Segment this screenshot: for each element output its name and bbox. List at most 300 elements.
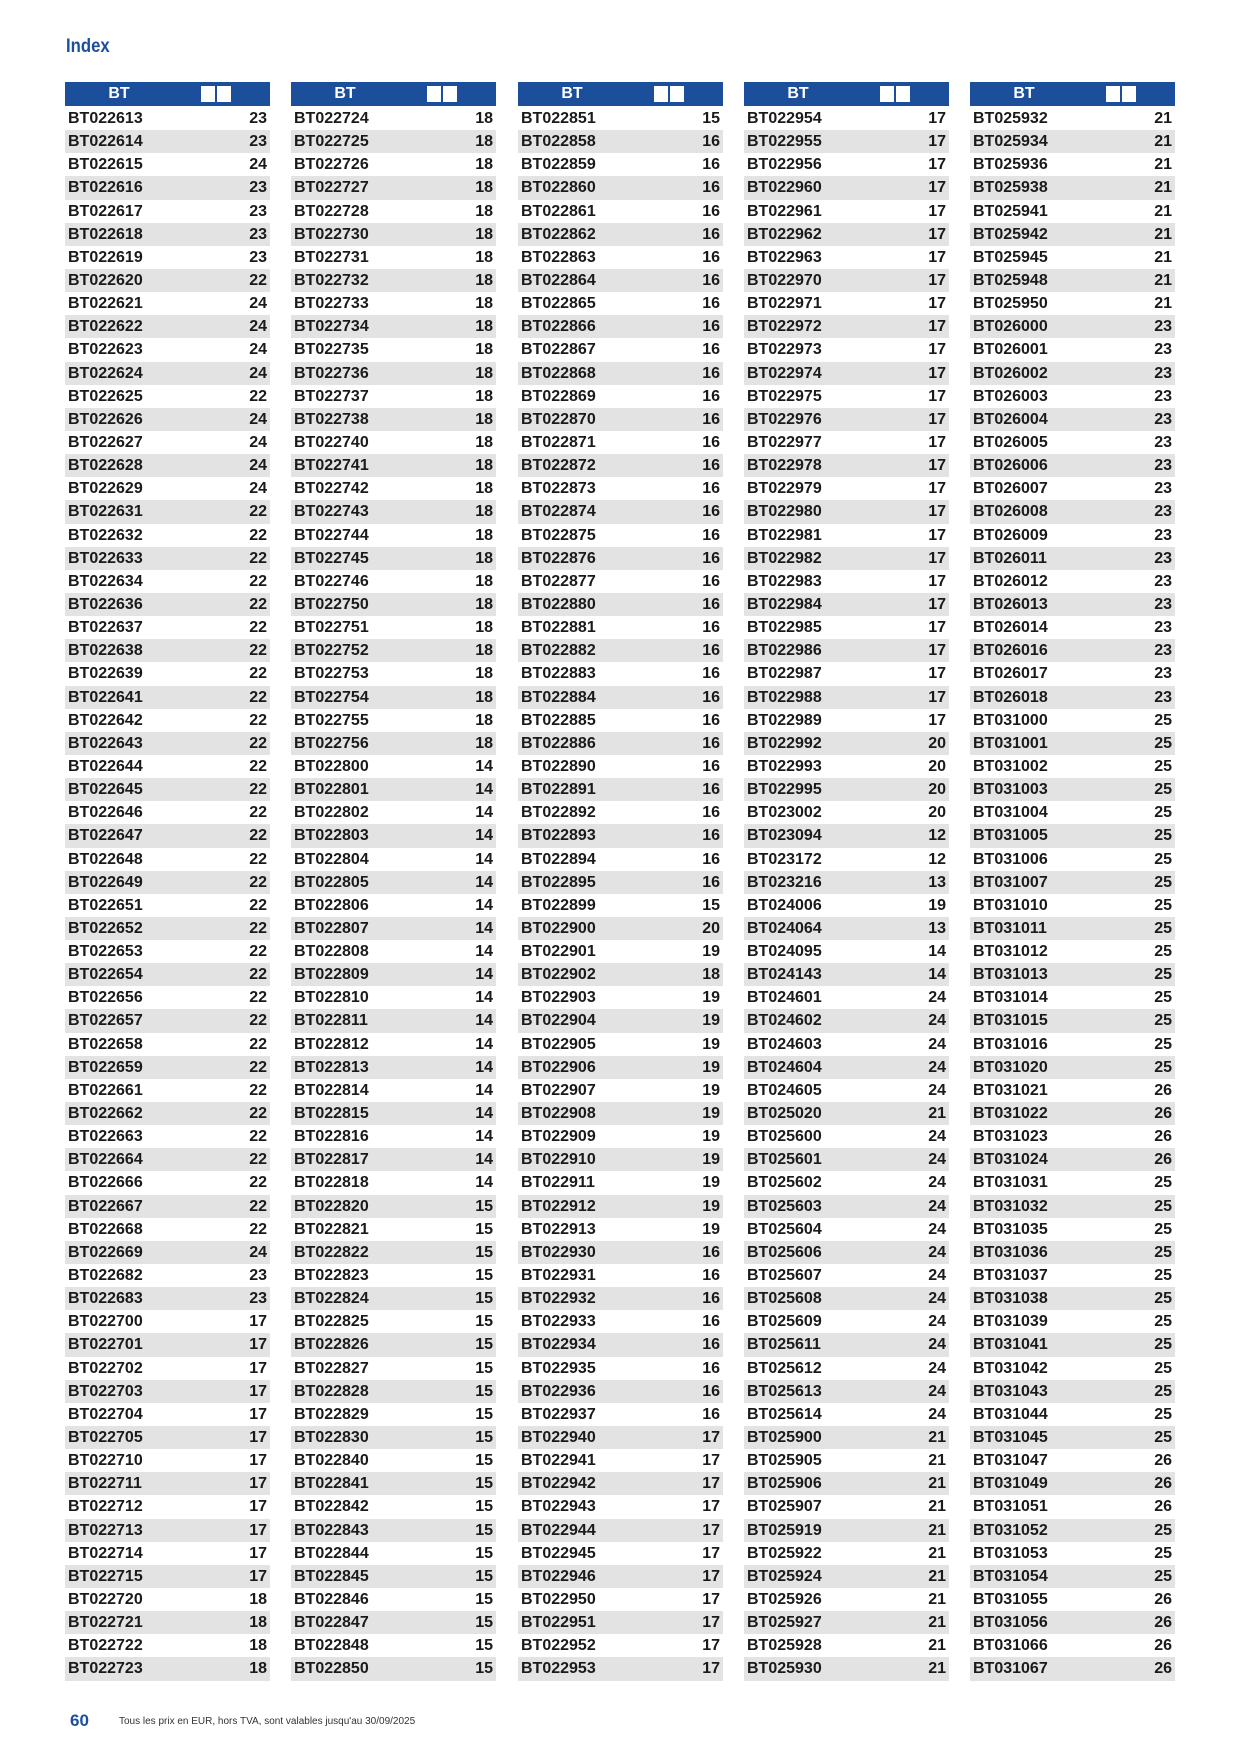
page-ref: 16: [702, 503, 720, 521]
table-row: [65, 431, 270, 454]
table-row: [970, 500, 1175, 523]
page-ref: 15: [702, 110, 720, 127]
article-code: BT022726: [294, 156, 369, 174]
page-ref: 15: [475, 1591, 493, 1608]
page-ref: 24: [928, 1359, 946, 1377]
table-row: [291, 871, 496, 894]
page-ref: 15: [475, 1197, 493, 1215]
table-row: [970, 732, 1175, 755]
article-code: BT022961: [747, 202, 822, 220]
article-code: BT022641: [68, 688, 143, 706]
article-code: BT031055: [973, 1591, 1048, 1608]
page-ref: 24: [928, 1405, 946, 1423]
article-code: BT022618: [68, 225, 143, 243]
article-code: BT022979: [747, 480, 822, 498]
article-code: BT022617: [68, 202, 143, 220]
table-row: [518, 500, 723, 523]
article-code: BT022912: [521, 1197, 596, 1215]
page-ref: 21: [1154, 156, 1172, 174]
article-code: BT022653: [68, 943, 143, 961]
article-code: BT022715: [68, 1567, 143, 1585]
table-row: [970, 223, 1175, 246]
page-ref: 14: [475, 804, 493, 822]
page-ref: 25: [1154, 1382, 1172, 1400]
page-ref: 22: [249, 387, 267, 405]
table-row: [291, 362, 496, 385]
table-row: [65, 200, 270, 223]
page-ref: 24: [928, 1128, 946, 1146]
table-row: [291, 153, 496, 176]
page-ref: 23: [249, 179, 267, 197]
page-ref: 16: [702, 688, 720, 706]
article-code: BT022869: [521, 387, 596, 405]
table-row: [518, 431, 723, 454]
page-ref: 23: [1154, 619, 1172, 637]
article-code: BT022658: [68, 1035, 143, 1053]
page-ref: 22: [249, 919, 267, 937]
table-row: [65, 1495, 270, 1518]
article-code: BT022859: [521, 156, 596, 174]
table-row: [744, 593, 949, 616]
page-ref: 19: [702, 1197, 720, 1215]
table-row: [970, 593, 1175, 616]
page-ref: 14: [475, 757, 493, 775]
table-row: [518, 709, 723, 732]
table-row: [744, 1588, 949, 1611]
table-row: [518, 1033, 723, 1056]
article-code: BT025613: [747, 1382, 822, 1400]
page-ref: 18: [475, 133, 493, 151]
table-row: [970, 107, 1175, 130]
article-code: BT024095: [747, 943, 822, 961]
page-ref: 16: [702, 1243, 720, 1261]
table-row: [744, 315, 949, 338]
table-row: [291, 686, 496, 709]
table-row: [744, 709, 949, 732]
article-code: BT022614: [68, 133, 143, 151]
page-ref: 22: [249, 1128, 267, 1146]
page-ref: 17: [928, 503, 946, 521]
article-code: BT022636: [68, 595, 143, 613]
page-ref: 22: [249, 989, 267, 1007]
page-ref: 18: [249, 1591, 267, 1608]
article-code: BT025604: [747, 1220, 822, 1238]
article-code: BT022754: [294, 688, 369, 706]
page-ref: 21: [1154, 225, 1172, 243]
page-ref: 12: [928, 827, 946, 845]
page-ref: 17: [928, 295, 946, 313]
article-code: BT022683: [68, 1290, 143, 1308]
article-code: BT022954: [747, 110, 822, 127]
page-ref: 18: [475, 202, 493, 220]
table-row: [291, 1333, 496, 1356]
article-code: BT022738: [294, 410, 369, 428]
article-code: BT031056: [973, 1614, 1048, 1632]
article-code: BT022621: [68, 295, 143, 313]
page-ref: 18: [475, 665, 493, 683]
table-row: [518, 130, 723, 153]
table-row: [518, 1056, 723, 1079]
article-code: BT026000: [973, 318, 1048, 336]
page-ref: 16: [702, 179, 720, 197]
page-ref: 14: [475, 966, 493, 984]
table-row: [291, 1495, 496, 1518]
article-code: BT026007: [973, 480, 1048, 498]
page-ref: 24: [928, 1336, 946, 1354]
article-code: BT025907: [747, 1498, 822, 1516]
table-row: [291, 500, 496, 523]
page-ref: 15: [475, 1614, 493, 1632]
article-code: BT026013: [973, 595, 1048, 613]
page-ref: 20: [928, 781, 946, 799]
page-ref: 24: [928, 989, 946, 1007]
table-row: [65, 940, 270, 963]
page-ref: 24: [249, 156, 267, 174]
table-row: [744, 1657, 949, 1680]
table-row: [970, 1195, 1175, 1218]
page-ref: 23: [249, 248, 267, 266]
table-row: [970, 1519, 1175, 1542]
page-ref: 19: [702, 1035, 720, 1053]
article-code: BT022755: [294, 711, 369, 729]
article-code: BT022701: [68, 1336, 143, 1354]
table-row: [291, 1472, 496, 1495]
table-row: [65, 153, 270, 176]
article-code: BT022985: [747, 619, 822, 637]
article-code: BT022904: [521, 1012, 596, 1030]
table-row: [65, 639, 270, 662]
table-row: [970, 1102, 1175, 1125]
page-ref: 18: [475, 711, 493, 729]
page-ref: 22: [249, 896, 267, 914]
article-code: BT022884: [521, 688, 596, 706]
table-row: [518, 1310, 723, 1333]
page-ref: 18: [475, 271, 493, 289]
table-row: [970, 662, 1175, 685]
page-ref: 14: [475, 1128, 493, 1146]
article-code: BT022623: [68, 341, 143, 359]
page-ref: 17: [928, 156, 946, 174]
table-row: [744, 176, 949, 199]
page-ref: 15: [475, 1313, 493, 1331]
table-row: [970, 755, 1175, 778]
table-row: [744, 824, 949, 847]
article-code: BT022863: [521, 248, 596, 266]
table-row: [744, 292, 949, 315]
table-row: [65, 709, 270, 732]
article-code: BT022974: [747, 364, 822, 382]
table-row: [970, 547, 1175, 570]
article-code: BT031032: [973, 1197, 1048, 1215]
page-ref: 17: [928, 572, 946, 590]
page-ref: 17: [702, 1498, 720, 1516]
page-ref: 17: [928, 133, 946, 151]
page-ref: 17: [928, 642, 946, 660]
article-code: BT022662: [68, 1105, 143, 1123]
page-ref: 18: [475, 595, 493, 613]
page-ref: 15: [475, 1382, 493, 1400]
table-row: [970, 1495, 1175, 1518]
table-row: [518, 917, 723, 940]
table-row: [65, 686, 270, 709]
page-ref: 17: [702, 1475, 720, 1493]
page-ref: 17: [928, 480, 946, 498]
article-code: BT022942: [521, 1475, 596, 1493]
article-code: BT022631: [68, 503, 143, 521]
page-ref: 22: [249, 1220, 267, 1238]
article-code: BT025905: [747, 1452, 822, 1470]
page-ref: 24: [928, 1267, 946, 1285]
table-row: [970, 1333, 1175, 1356]
table-row: [291, 1519, 496, 1542]
page-ref: 24: [249, 1243, 267, 1261]
page-ref: 20: [702, 919, 720, 937]
page-ref: 25: [1154, 1567, 1172, 1585]
page-ref: 17: [249, 1475, 267, 1493]
table-row: [65, 593, 270, 616]
page-ref: 21: [1154, 295, 1172, 313]
page-ref: 24: [928, 1081, 946, 1099]
page-ref: 23: [1154, 503, 1172, 521]
page-ref: 22: [249, 1012, 267, 1030]
table-row: [518, 940, 723, 963]
page-ref: 18: [249, 1614, 267, 1632]
page-ref: 16: [702, 457, 720, 475]
article-code: BT024604: [747, 1058, 822, 1076]
article-code: BT022654: [68, 966, 143, 984]
article-code: BT022858: [521, 133, 596, 151]
table-row: [518, 292, 723, 315]
page-ref: 16: [702, 364, 720, 382]
article-code: BT031006: [973, 850, 1048, 868]
page-ref: 17: [928, 619, 946, 637]
page-ref: 18: [475, 179, 493, 197]
article-code: BT022629: [68, 480, 143, 498]
table-row: [744, 1171, 949, 1194]
article-code: BT022984: [747, 595, 822, 613]
article-code: BT022944: [521, 1521, 596, 1539]
page-ref: 18: [475, 387, 493, 405]
article-code: BT031037: [973, 1267, 1048, 1285]
table-row: [518, 986, 723, 1009]
page-ref: 23: [249, 1267, 267, 1285]
table-row: [291, 986, 496, 1009]
table-row: [744, 385, 949, 408]
article-code: BT022844: [294, 1544, 369, 1562]
page-ref: 25: [1154, 919, 1172, 937]
table-row: [291, 894, 496, 917]
page-ref: 14: [475, 1058, 493, 1076]
article-code: BT022992: [747, 734, 822, 752]
table-row: [65, 1472, 270, 1495]
table-row: [65, 778, 270, 801]
table-row: [970, 616, 1175, 639]
table-row: [291, 547, 496, 570]
article-code: BT023172: [747, 850, 822, 868]
article-code: BT022930: [521, 1243, 596, 1261]
table-row: [744, 894, 949, 917]
table-row: [970, 963, 1175, 986]
article-code: BT022848: [294, 1637, 369, 1655]
article-code: BT022639: [68, 665, 143, 683]
article-code: BT022613: [68, 110, 143, 127]
table-row: [970, 1148, 1175, 1171]
article-code: BT022971: [747, 295, 822, 313]
table-row: [65, 1218, 270, 1241]
table-row: [518, 1588, 723, 1611]
article-code: BT031039: [973, 1313, 1048, 1331]
page-ref: 16: [702, 642, 720, 660]
page-ref: 17: [702, 1521, 720, 1539]
page-ref: 15: [475, 1359, 493, 1377]
article-code: BT025924: [747, 1567, 822, 1585]
table-row: [744, 1565, 949, 1588]
article-code: BT022913: [521, 1220, 596, 1238]
book-icon: [654, 86, 684, 102]
page-ref: 25: [1154, 804, 1172, 822]
article-code: BT022995: [747, 781, 822, 799]
page-ref: 22: [249, 572, 267, 590]
page-ref: 26: [1154, 1660, 1172, 1678]
page-ref: 24: [249, 364, 267, 382]
article-code: BT022846: [294, 1591, 369, 1608]
page-ref: 24: [928, 1382, 946, 1400]
article-code: BT022988: [747, 688, 822, 706]
index-rows: [65, 107, 270, 1681]
table-row: [291, 1079, 496, 1102]
article-code: BT022830: [294, 1429, 369, 1447]
article-code: BT022732: [294, 271, 369, 289]
article-code: BT022910: [521, 1151, 596, 1169]
article-code: BT022943: [521, 1498, 596, 1516]
page-ref: 15: [475, 1429, 493, 1447]
page-ref: 17: [928, 225, 946, 243]
article-code: BT022668: [68, 1220, 143, 1238]
article-code: BT022842: [294, 1498, 369, 1516]
table-row: [744, 477, 949, 500]
column-header-label: BT: [561, 85, 583, 102]
table-row: [744, 1264, 949, 1287]
article-code: BT022941: [521, 1452, 596, 1470]
article-code: BT026017: [973, 665, 1048, 683]
page-ref: 16: [702, 850, 720, 868]
table-row: [744, 246, 949, 269]
table-row: [65, 1287, 270, 1310]
page-ref: 17: [249, 1405, 267, 1423]
article-code: BT025934: [973, 133, 1048, 151]
page-ref: 17: [928, 364, 946, 382]
table-row: [518, 547, 723, 570]
article-code: BT022740: [294, 433, 369, 451]
page-ref: 19: [702, 943, 720, 961]
table-row: [744, 107, 949, 130]
page-ref: 17: [928, 410, 946, 428]
table-row: [970, 1125, 1175, 1148]
page-ref: 16: [702, 526, 720, 544]
table-row: [291, 1125, 496, 1148]
page-ref: 16: [702, 1359, 720, 1377]
table-row: [291, 315, 496, 338]
article-code: BT022812: [294, 1035, 369, 1053]
table-row: [518, 824, 723, 847]
table-row: [970, 1357, 1175, 1380]
page-ref: 18: [475, 248, 493, 266]
article-code: BT022981: [747, 526, 822, 544]
table-row: [291, 1634, 496, 1657]
page-ref: 16: [702, 1336, 720, 1354]
article-code: BT022810: [294, 989, 369, 1007]
table-row: [970, 315, 1175, 338]
page-ref: 16: [702, 665, 720, 683]
page-ref: 23: [1154, 642, 1172, 660]
article-code: BT022643: [68, 734, 143, 752]
table-row: [518, 1241, 723, 1264]
page-ref: 25: [1154, 966, 1172, 984]
table-row: [65, 1357, 270, 1380]
article-code: BT026014: [973, 619, 1048, 637]
index-rows: [518, 107, 723, 1681]
article-code: BT031021: [973, 1081, 1048, 1099]
page-ref: 15: [475, 1567, 493, 1585]
table-row: [970, 408, 1175, 431]
article-code: BT022803: [294, 827, 369, 845]
table-row: [65, 292, 270, 315]
article-code: BT024064: [747, 919, 822, 937]
page-ref: 22: [249, 827, 267, 845]
page-ref: 25: [1154, 1429, 1172, 1447]
page-ref: 16: [702, 295, 720, 313]
page-ref: 17: [702, 1544, 720, 1562]
table-row: [518, 963, 723, 986]
table-row: [970, 1472, 1175, 1495]
article-code: BT022727: [294, 179, 369, 197]
page-ref: 18: [475, 457, 493, 475]
article-code: BT022876: [521, 549, 596, 567]
table-row: [65, 1588, 270, 1611]
article-code: BT022619: [68, 248, 143, 266]
article-code: BT031016: [973, 1035, 1048, 1053]
table-row: [970, 801, 1175, 824]
table-row: [518, 153, 723, 176]
page-ref: 25: [1154, 1058, 1172, 1076]
table-row: [970, 176, 1175, 199]
page-ref: 17: [249, 1429, 267, 1447]
table-row: [65, 338, 270, 361]
table-row: [65, 662, 270, 685]
page-ref: 25: [1154, 827, 1172, 845]
article-code: BT026001: [973, 341, 1048, 359]
table-row: [970, 986, 1175, 1009]
table-row: [970, 477, 1175, 500]
page-ref: 21: [928, 1475, 946, 1493]
article-code: BT022989: [747, 711, 822, 729]
article-code: BT031044: [973, 1405, 1048, 1423]
article-code: BT022851: [521, 110, 596, 127]
table-row: [65, 755, 270, 778]
article-code: BT031020: [973, 1058, 1048, 1076]
article-code: BT025922: [747, 1544, 822, 1562]
article-code: BT022862: [521, 225, 596, 243]
page-ref: 26: [1154, 1614, 1172, 1632]
table-row: [744, 223, 949, 246]
table-row: [291, 1033, 496, 1056]
column-header-label: BT: [1013, 85, 1035, 102]
page-ref: 22: [249, 526, 267, 544]
article-code: BT025930: [747, 1660, 822, 1678]
table-row: [65, 1009, 270, 1032]
page-ref: 19: [702, 1151, 720, 1169]
index-rows: [970, 107, 1175, 1681]
